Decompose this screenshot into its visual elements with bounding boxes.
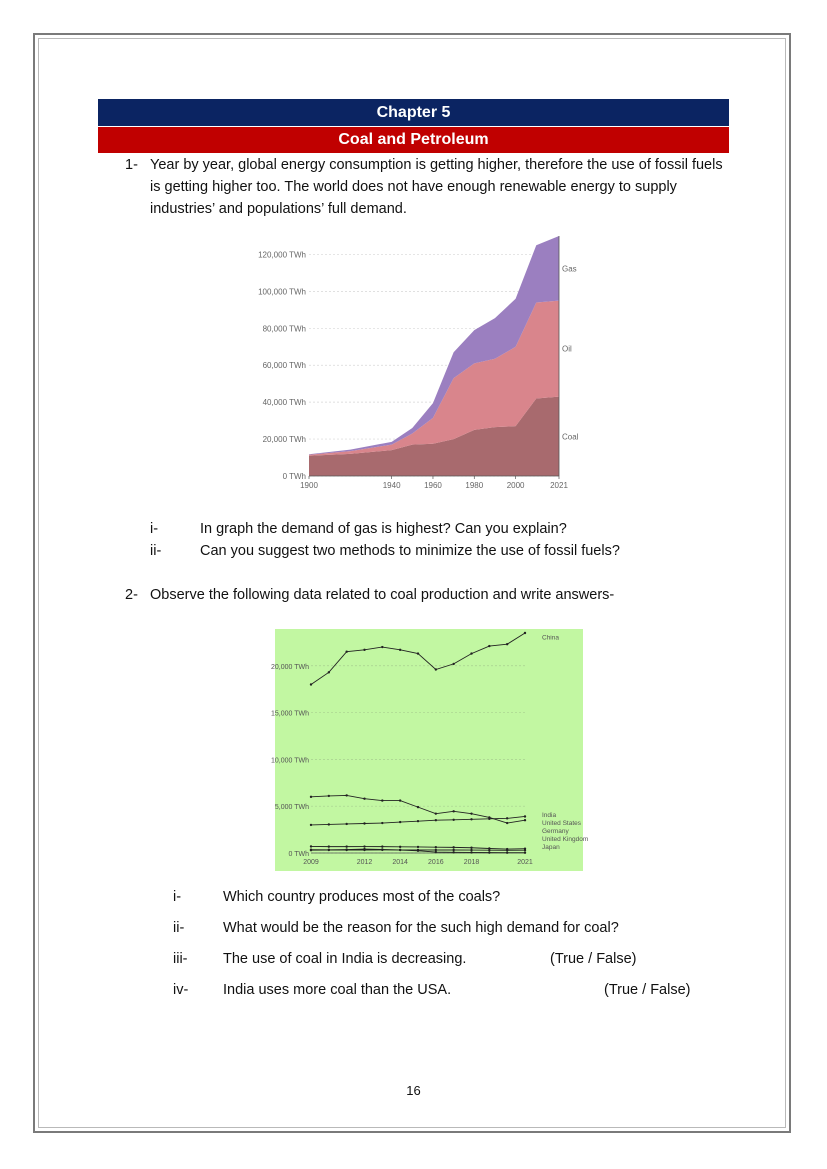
chart2-y-tick-label: 15,000 TWh [270, 710, 309, 718]
chart2-point-china [524, 632, 526, 634]
chart2-point-india [381, 822, 383, 824]
chart2-y-tick-label: 0 TWh [288, 851, 309, 858]
chart2-point-germany [381, 845, 383, 847]
chart2-point-united-kingdom [435, 851, 437, 853]
question-1-number: 1- [125, 157, 138, 173]
chart2-point-india [452, 819, 454, 821]
chart2-point-united-states [452, 810, 454, 812]
chart1-y-tick-label: 80,000 TWh [262, 324, 306, 334]
chart2-point-india [435, 819, 437, 821]
chart1-y-tick-label: 0 TWh [282, 472, 306, 481]
chart2-point-japan [488, 849, 490, 851]
chart2-legend-china: China [542, 634, 559, 642]
chart2-legend-japan: Japan [542, 844, 560, 851]
chart2-x-tick-label: 2016 [428, 859, 444, 866]
q2-sub-i-roman: i- [173, 889, 182, 905]
chart1-x-tick-label: 2000 [506, 481, 525, 490]
chart2-point-japan [506, 849, 508, 851]
chart1-x-tick-label: 1900 [300, 481, 318, 490]
chart2-point-germany [435, 846, 437, 848]
chart2-point-united-states [381, 799, 383, 801]
chart2-point-united-kingdom [488, 851, 490, 853]
chart2-legend-germany: Germany [542, 828, 569, 835]
chart2-y-tick-label: 20,000 TWh [270, 663, 309, 671]
chart2-point-united-states [345, 794, 347, 796]
chart2-point-germany [417, 846, 419, 848]
q2-sub-iv-roman: iv- [173, 982, 189, 998]
chart2-point-china [488, 645, 490, 647]
chart2-point-china [345, 651, 347, 653]
chart2-point-india [470, 818, 472, 820]
chart2-point-india [417, 820, 419, 822]
chart2-point-china [399, 649, 401, 651]
chart2-point-japan [381, 849, 383, 851]
chart2-point-united-states [488, 816, 490, 818]
chart2-point-japan [310, 849, 312, 851]
chart2-point-japan [452, 849, 454, 851]
chart1-x-tick-label: 1980 [465, 481, 484, 490]
chart2-point-united-kingdom [524, 852, 526, 854]
chart2-legend-india: India [542, 812, 557, 819]
q2-sub-i-text: Which country produces most of the coals? [223, 889, 501, 905]
chart2-point-germany [399, 846, 401, 848]
chart2-point-china [363, 649, 365, 651]
chart2-x-tick-label: 2012 [356, 859, 373, 866]
q1-sub-i-roman: i- [150, 521, 159, 537]
chart2-point-united-states [310, 796, 312, 798]
chart2-point-japan [417, 849, 419, 851]
chart2-point-united-kingdom [506, 852, 508, 854]
chart2-point-china [506, 643, 508, 645]
chart2-legend-united-states: United States [542, 820, 582, 827]
chart2-y-tick-label: 5,000 TWh [274, 804, 309, 812]
chart2-point-united-states [399, 799, 401, 801]
q2-sub-iii-text: The use of coal in India is decreasing. [223, 951, 467, 967]
chart2-point-india [399, 821, 401, 823]
chart2-point-india [328, 823, 330, 825]
chart2-x-tick-label: 2018 [463, 859, 480, 866]
chart2-point-japan [470, 849, 472, 851]
energy-consumption-area-chart [255, 228, 579, 498]
chart2-y-tick-label: 10,000 TWh [270, 757, 309, 765]
chart2-point-united-states [435, 812, 437, 814]
chart2-point-china [452, 663, 454, 665]
chart2-point-united-kingdom [452, 851, 454, 853]
chart2-point-china [417, 652, 419, 654]
chart2-point-china [435, 668, 437, 670]
chart1-legend-coal: Coal [562, 432, 579, 442]
chart2-x-tick-label: 2014 [392, 859, 408, 866]
coal-production-line-chart [270, 629, 589, 871]
chart2-point-japan [399, 849, 401, 851]
chart2-point-china [381, 646, 383, 648]
chart2-point-china [470, 652, 472, 654]
chart2-point-united-states [506, 822, 508, 824]
q2-sub-ii-roman: ii- [173, 920, 185, 936]
chart1-y-tick-label: 40,000 TWh [262, 398, 306, 408]
chart1-x-tick-label: 1960 [424, 481, 442, 490]
chart2-point-india [506, 817, 508, 819]
chart2-point-germany [328, 845, 330, 847]
chart2-point-india [345, 823, 347, 825]
q2-sub-iii-roman: iii- [173, 951, 188, 967]
chart2-point-germany [363, 845, 365, 847]
page-number: 16 [406, 1083, 421, 1098]
chart2-point-germany [452, 846, 454, 848]
chart1-x-tick-label: 1940 [382, 481, 401, 490]
chart2-point-china [310, 683, 312, 685]
chart1-legend-gas: Gas [562, 264, 577, 274]
chart2-point-india [310, 824, 312, 826]
chart2-point-japan [435, 849, 437, 851]
chart2-point-germany [345, 845, 347, 847]
chart1-x-tick-label: 2021 [550, 481, 568, 490]
chart2-point-india [363, 822, 365, 824]
question-2-number: 2- [125, 587, 138, 603]
q2-sub-iv-true-false: (True / False) [604, 982, 691, 998]
chart2-point-united-states [328, 795, 330, 797]
q2-sub-iii-true-false: (True / False) [550, 951, 637, 967]
chart1-y-tick-label: 100,000 TWh [258, 287, 306, 297]
chart2-point-united-states [363, 798, 365, 800]
chart2-point-united-states [524, 819, 526, 821]
chart1-y-tick-label: 120,000 TWh [258, 250, 306, 260]
q1-sub-i-text: In graph the demand of gas is highest? Can you explain? [200, 521, 567, 537]
chart2-point-china [328, 671, 330, 673]
chart2-point-japan [345, 849, 347, 851]
chart2-point-germany [310, 845, 312, 847]
question-1 [125, 154, 725, 220]
chart1-y-tick-label: 60,000 TWh [262, 361, 306, 371]
chart1-areas [309, 236, 559, 476]
chart2-x-tick-label: 2021 [517, 859, 533, 866]
chart2-background [275, 629, 583, 871]
question-2-text: Observe the following data related to coal production and write answers- [150, 587, 615, 603]
chart2-point-united-states [470, 812, 472, 814]
chart2-point-india [524, 815, 526, 817]
q2-sub-ii-text: What would be the reason for the such high demand for coal? [223, 920, 619, 936]
chart2-point-japan [328, 849, 330, 851]
subject-heading: Coal and Petroleum [98, 127, 729, 153]
chart2-point-japan [363, 849, 365, 851]
question-2 [125, 585, 615, 605]
q1-sub-ii-roman: ii- [150, 543, 162, 559]
chart2-x-tick-label: 2009 [303, 859, 319, 866]
chart2-point-germany [470, 847, 472, 849]
question-1-text: Year by year, global energy consumption is getting higher, therefore the use of fossil fuels is getting higher too. The world does not have enough renewable energy to supply industries’ and populations’ full demand. [150, 157, 723, 217]
chart1-legend-oil: Oil [562, 344, 572, 354]
q2-sub-iv-text: India uses more coal than the USA. [223, 982, 452, 998]
chart2-point-united-kingdom [470, 851, 472, 853]
q1-sub-ii-text: Can you suggest two methods to minimize the use of fossil fuels? [200, 543, 620, 559]
chart2-legend-united-kingdom: United Kingdom [542, 836, 589, 843]
chart1-y-tick-label: 20,000 TWh [262, 435, 306, 445]
chart2-point-japan [524, 849, 526, 851]
chart2-point-united-states [417, 806, 419, 808]
chapter-heading: Chapter 5 [98, 99, 729, 126]
